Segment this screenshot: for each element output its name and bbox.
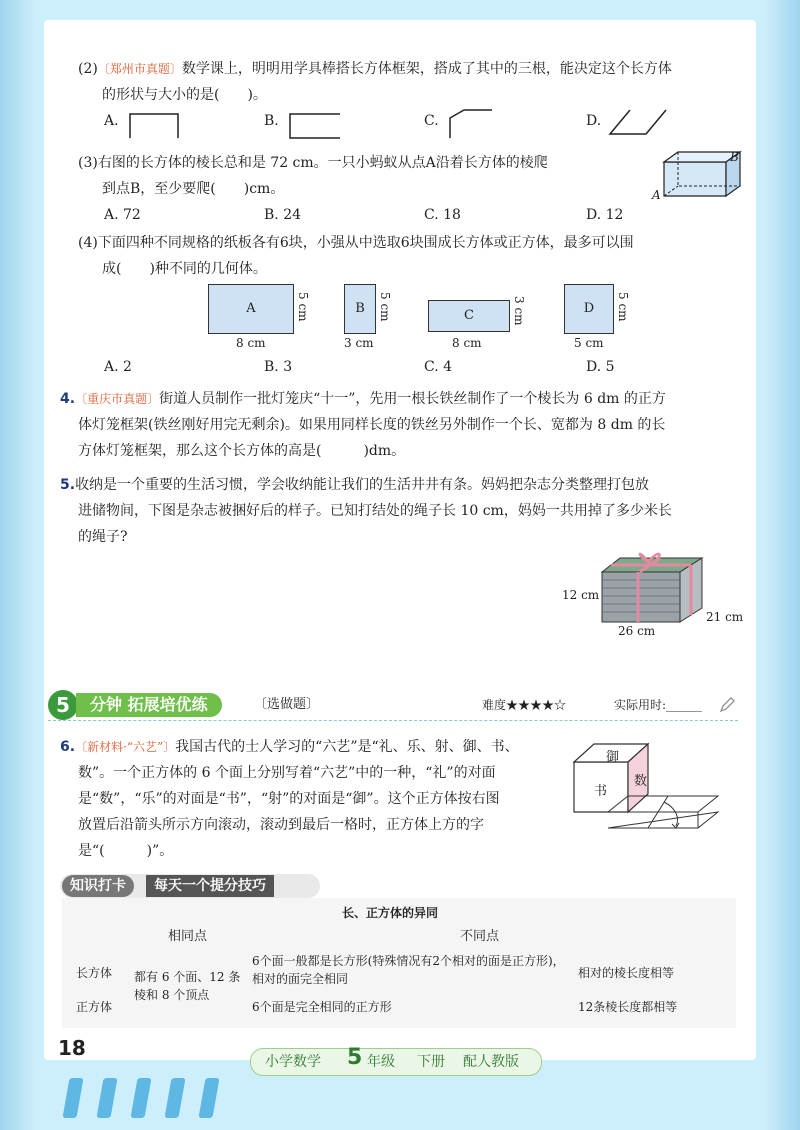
q2-option-b: B.	[264, 113, 279, 129]
q4-option-c: C. 4	[424, 359, 453, 375]
q6-line3: 是“数”，“乐”的对面是“书”，“射”的对面是“御”。这个正方体按右图	[78, 791, 500, 807]
tip-label: 知识打卡	[62, 875, 134, 897]
board-d-height: 5 cm	[616, 292, 630, 322]
board-c-height: 3 cm	[512, 296, 526, 326]
q5-line2: 进储物间，下图是杂志被捆好后的样子。已知打结处的绳子长 10 cm，妈妈一共用掉了多少米长	[78, 503, 672, 519]
board-a-width: 8 cm	[236, 336, 266, 350]
q3-point-a: A	[652, 188, 661, 202]
section-divider	[48, 720, 738, 721]
q2-tag: 〔郑州市真题〕	[97, 62, 182, 76]
pencil-icon	[718, 696, 736, 714]
q5-num: 5.	[60, 477, 76, 493]
board-d-width: 5 cm	[574, 336, 604, 350]
q4b-text1: 街道人员制作一批灯笼庆“十一”，先用一根长铁丝制作了一个棱长为 6 dm 的正方	[159, 391, 666, 407]
bundle-height: 12 cm	[562, 588, 600, 602]
q6-line4: 放置后沿箭头所示方向滚动，滚动到最后一格时，正方体上方的字	[78, 817, 484, 833]
q2-option-d: D.	[586, 113, 602, 129]
q3-line1: (3)右图的长方体的棱长总和是 72 cm。一只小蚂蚁从点A沿着长方体的棱爬	[78, 155, 548, 171]
q6-line1	[60, 734, 519, 760]
q4b-line1	[60, 386, 666, 412]
q4b-line2: 体灯笼框架(铁丝刚好用完无剩余)。如果用同样长度的铁丝另外制作一个长、宽都为 8 dm 的长	[78, 417, 666, 433]
tip-col-same: 相同点	[168, 929, 208, 944]
bundle-length: 26 cm	[618, 624, 656, 638]
section-number: 5	[48, 690, 78, 720]
footer-subject: 小学数学	[265, 1054, 321, 1070]
tip-header	[60, 874, 320, 898]
q5-line1	[60, 472, 649, 498]
board-a: A	[208, 284, 294, 334]
board-b-width: 3 cm	[344, 336, 374, 350]
q2-line1	[78, 56, 672, 82]
tip-cuboid-edges: 相对的棱长度相等	[578, 966, 675, 980]
bundle-width: 21 cm	[706, 610, 744, 624]
q4b-num: 4.	[60, 391, 76, 407]
q4-option-b: B. 3	[264, 359, 293, 375]
q4-option-d: D. 5	[586, 359, 615, 375]
footer-term: 下册	[417, 1054, 445, 1070]
tip-subtitle: 每天一个提分技巧	[146, 875, 274, 897]
section-header	[48, 690, 738, 720]
tip-row-cuboid: 长方体	[76, 966, 113, 980]
q2-label: (2)	[78, 61, 98, 77]
board-a-height: 5 cm	[296, 292, 310, 322]
q2-option-c: C.	[424, 113, 439, 129]
tip-cube-diff: 6个面是完全相同的正方形	[252, 1000, 392, 1014]
q6-num: 6.	[60, 739, 76, 755]
tip-cuboid-diff: 6个面一般都是长方形(特殊情况有2个相对的面是正方形)，相对的面完全相同	[252, 954, 565, 986]
board-b-height: 5 cm	[378, 292, 392, 322]
time-spent: 实际用时:______	[614, 698, 703, 712]
q2-option-a-figure	[126, 108, 182, 140]
q3-line2: 到点B，至少要爬( )cm。	[102, 181, 285, 197]
footer-grade-num: 5	[347, 1045, 363, 1070]
magazine-bundle-figure	[598, 548, 706, 626]
footer-badge	[250, 1045, 542, 1076]
q4b-line3: 方体灯笼框架，那么这个长方体的高是( )dm。	[78, 443, 406, 459]
tip-title: 长、正方体的异同	[342, 906, 439, 920]
q2-option-a: A.	[104, 113, 119, 129]
section-title: 分钟 拓展培优练	[76, 693, 222, 717]
board-c-width: 8 cm	[452, 336, 482, 350]
q3-option-c: C. 18	[424, 207, 461, 223]
q6-text1: 我国古代的士人学习的“六艺”是“礼、乐、射、御、书、	[175, 739, 519, 755]
q5-text1: 收纳是一个重要的生活习惯，学会收纳能让我们的生活井井有条。妈妈把杂志分类整理打包放	[75, 477, 650, 493]
tip-col-diff: 不同点	[460, 929, 500, 944]
difficulty-rating: 难度★★★★☆	[482, 698, 567, 712]
q2-option-d-figure	[606, 106, 670, 138]
q2-option-c-figure	[446, 106, 496, 140]
footer-edition: 配人教版	[463, 1054, 519, 1070]
q2-text1: 数学课上，明明用学具棒搭长方体框架，搭成了其中的三根，能决定这个长方体	[181, 61, 672, 77]
section-optional: 〔选做题〕	[254, 697, 320, 712]
q4-option-a: A. 2	[104, 359, 132, 375]
tip-cube-edges: 12条棱长度都相等	[578, 1000, 678, 1014]
q3-option-a: A. 72	[104, 207, 141, 223]
board-c: C	[428, 300, 510, 332]
cube-face-side: 数	[634, 774, 648, 789]
q6-line5: 是“( )”。	[78, 843, 174, 859]
board-b: B	[344, 284, 376, 334]
q4-line1: (4)下面四种不同规格的纸板各有6块，小强从中选取6块围成长方体或正方体，最多可以围	[78, 235, 634, 251]
q3-option-d: D. 12	[586, 207, 624, 223]
q3-option-b: B. 24	[264, 207, 302, 223]
q2-option-b-figure	[286, 108, 346, 140]
tip-table	[62, 898, 736, 1028]
tip-row-cube: 正方体	[76, 1000, 113, 1014]
q5-line3: 的绳子?	[78, 529, 128, 545]
q6-tag: 〔新材料·“六艺”〕	[75, 740, 176, 754]
page-number: 18	[58, 1036, 86, 1060]
board-d: D	[564, 284, 614, 334]
cube-face-top: 御	[606, 750, 620, 765]
q4-line2: 成( )种不同的几何体。	[102, 261, 267, 277]
cube-face-front: 书	[594, 784, 608, 799]
q3-point-b: B	[730, 150, 739, 164]
q4b-tag: 〔重庆市真题〕	[75, 392, 160, 406]
tip-same-text: 都有 6 个面、12 条棱和 8 个顶点	[134, 970, 241, 1002]
q2-line2: 的形状与大小的是( )。	[102, 87, 267, 103]
q6-line2: 数”。一个正方体的 6 个面上分别写着“六艺”中的一种，“礼”的对面	[78, 765, 496, 781]
footer-grade: 年级	[367, 1054, 395, 1070]
